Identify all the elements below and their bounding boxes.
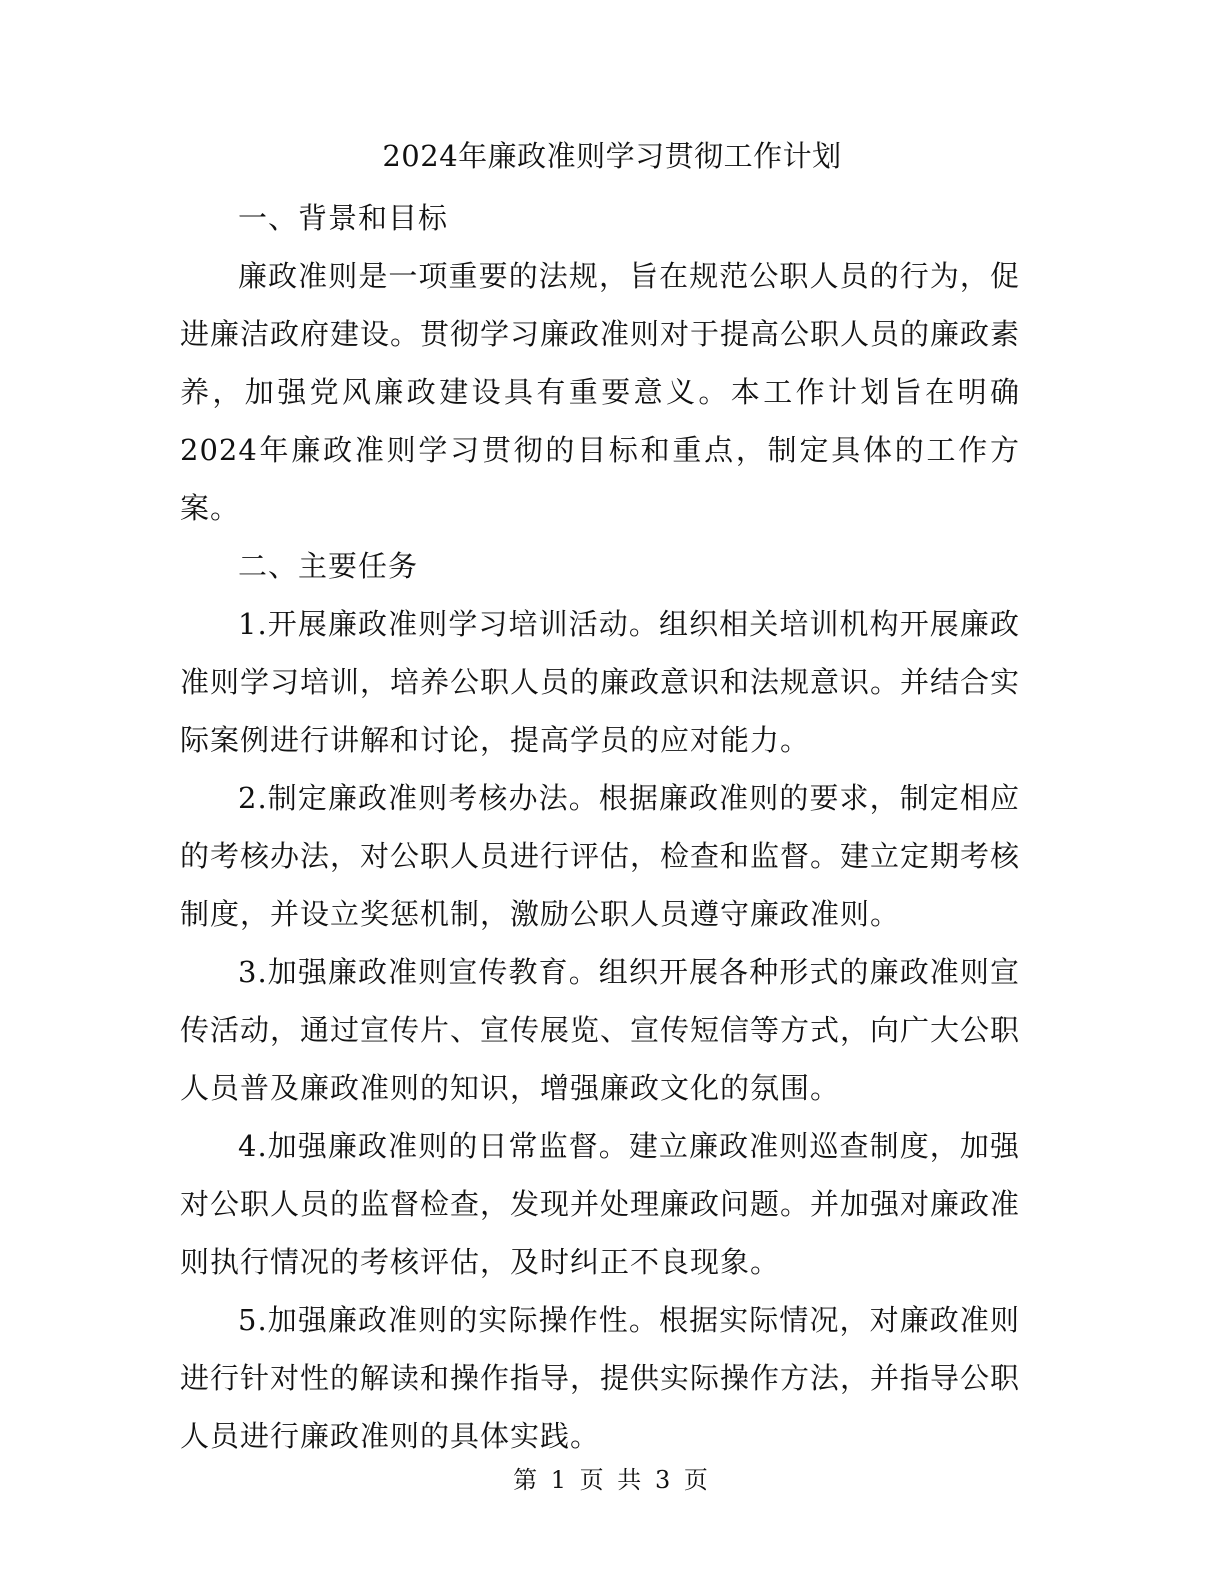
document-title: 2024年廉政准则学习贯彻工作计划 (382, 139, 842, 173)
paragraph-background: 廉政准则是一项重要的法规，旨在规范公职人员的行为，促进廉洁政府建设。贯彻学习廉政准则对于提高公职人员的廉政素养，加强党风廉政建设具有重要意义。本工作计划旨在明确2024年廉政准则学习贯彻的目标和重点，制定具体的工作方案。 (180, 259, 1021, 525)
task-item-3: 3.加强廉政准则宣传教育。组织开展各种形式的廉政准则宣传活动，通过宣传片、宣传展览、宣传短信等方式，向广大公职人员普及廉政准则的知识，增强廉政文化的氛围。 (180, 955, 1021, 1105)
task-item-4: 4.加强廉政准则的日常监督。建立廉政准则巡查制度，加强对公职人员的监督检查，发现并处理廉政问题。并加强对廉政准则执行情况的考核评估，及时纠正不良现象。 (180, 1129, 1021, 1279)
section-heading-main-tasks: 二、主要任务 (238, 549, 419, 583)
task-item-2: 2.制定廉政准则考核办法。根据廉政准则的要求，制定相应的考核办法，对公职人员进行评估，检查和监督。建立定期考核制度，并设立奖惩机制，激励公职人员遵守廉政准则。 (180, 781, 1021, 931)
section-heading-background: 一、背景和目标 (238, 201, 449, 235)
task-item-5: 5.加强廉政准则的实际操作性。根据实际情况，对廉政准则进行针对性的解读和操作指导，提供实际操作方法，并指导公职人员进行廉政准则的具体实践。 (180, 1303, 1021, 1453)
task-item-1: 1.开展廉政准则学习培训活动。组织相关培训机构开展廉政准则学习培训，培养公职人员的廉政意识和法规意识。并结合实际案例进行讲解和讨论，提高学员的应对能力。 (180, 607, 1021, 757)
page-footer: 第 1 页 共 3 页 (513, 1466, 711, 1494)
document-body (180, 189, 1020, 1465)
